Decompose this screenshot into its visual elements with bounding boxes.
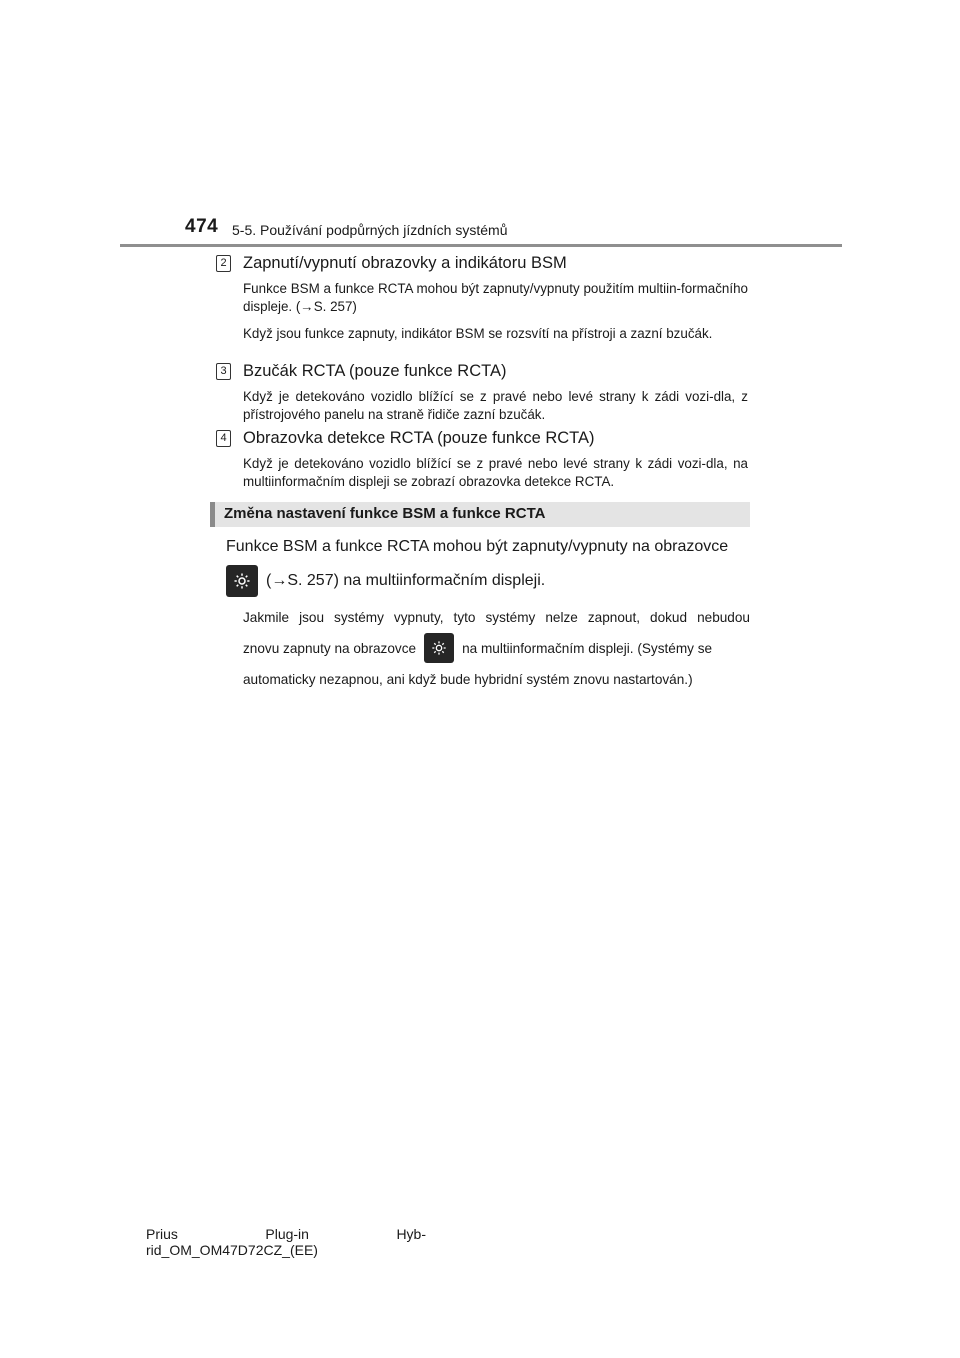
note-line-1-text: Jakmile jsou systémy vypnuty, tyto systémy nelze zapnout, dokud nebudou — [243, 609, 750, 625]
footer-line-2: rid_OM_OM47D72CZ_(EE) — [146, 1242, 318, 1258]
footer-word: Prius — [146, 1226, 178, 1242]
main-paragraph-line2-text: (→S. 257) na multiinformačním displeji. — [266, 572, 546, 589]
item-paragraph: Když jsou funkce zapnuty, indikátor BSM se rozsvítí na přístroji a zazní bzučák. — [243, 326, 713, 341]
gear-icon — [431, 640, 447, 656]
item-number-badge: 4 — [216, 430, 231, 447]
section-heading: Změna nastavení funkce BSM a funkce RCTA — [224, 505, 546, 522]
item-paragraph: Když je detekováno vozidlo blížící se z pravé nebo levé strany k zádi vozi-dla, na multiinformačním displeji se zobrazí obrazovka detekce RCTA. — [243, 456, 748, 489]
header-rule — [120, 244, 842, 247]
note-line-2-after: na multiinformačním displeji. (Systémy se — [462, 640, 713, 656]
main-paragraph-line1: Funkce BSM a funkce RCTA mohou být zapnuty/vypnuty na obrazovce — [226, 538, 729, 555]
settings-gear-button-image — [424, 633, 454, 663]
main-paragraph-line2 — [226, 563, 545, 599]
section-heading-bar — [210, 502, 750, 527]
item-paragraph: Funkce BSM a funkce RCTA mohou být zapnuty/vypnuty použitím multiin-formačního displeje. (→S. 257) — [243, 281, 748, 314]
footer-word: Hyb- — [396, 1226, 426, 1242]
item-number-badge: 3 — [216, 363, 231, 380]
note-line-3 — [243, 665, 750, 693]
page-number: 474 — [185, 216, 219, 237]
footer-document-id — [146, 1226, 426, 1258]
footer-word: Plug-in — [265, 1226, 309, 1242]
item-3 — [216, 362, 756, 433]
note-paragraph — [243, 603, 750, 693]
note-line-1 — [243, 603, 750, 631]
item-paragraph: Když je detekováno vozidlo blížící se z pravé nebo levé strany k zádi vozi-dla, z přístrojového panelu na straně řidiče zazní bzučák. — [243, 389, 748, 422]
item-4 — [216, 429, 756, 500]
item-number-badge: 2 — [216, 255, 231, 272]
item-title: Zapnutí/vypnutí obrazovky a indikátoru BSM — [243, 254, 567, 272]
item-2 — [216, 254, 756, 352]
section-title: 5-5. Používání podpůrných jízdních systémů — [232, 222, 508, 238]
item-title: Obrazovka detekce RCTA (pouze funkce RCTA) — [243, 429, 595, 447]
note-line-2-before: znovu zapnuty na obrazovce — [243, 640, 417, 656]
gear-icon — [233, 572, 251, 590]
item-title: Bzučák RCTA (pouze funkce RCTA) — [243, 362, 507, 380]
settings-gear-button-image — [226, 565, 258, 597]
note-line-3-text: automaticky nezapnou, ani když bude hybridní systém znovu nastartován.) — [243, 671, 693, 687]
note-line-2 — [243, 631, 750, 665]
